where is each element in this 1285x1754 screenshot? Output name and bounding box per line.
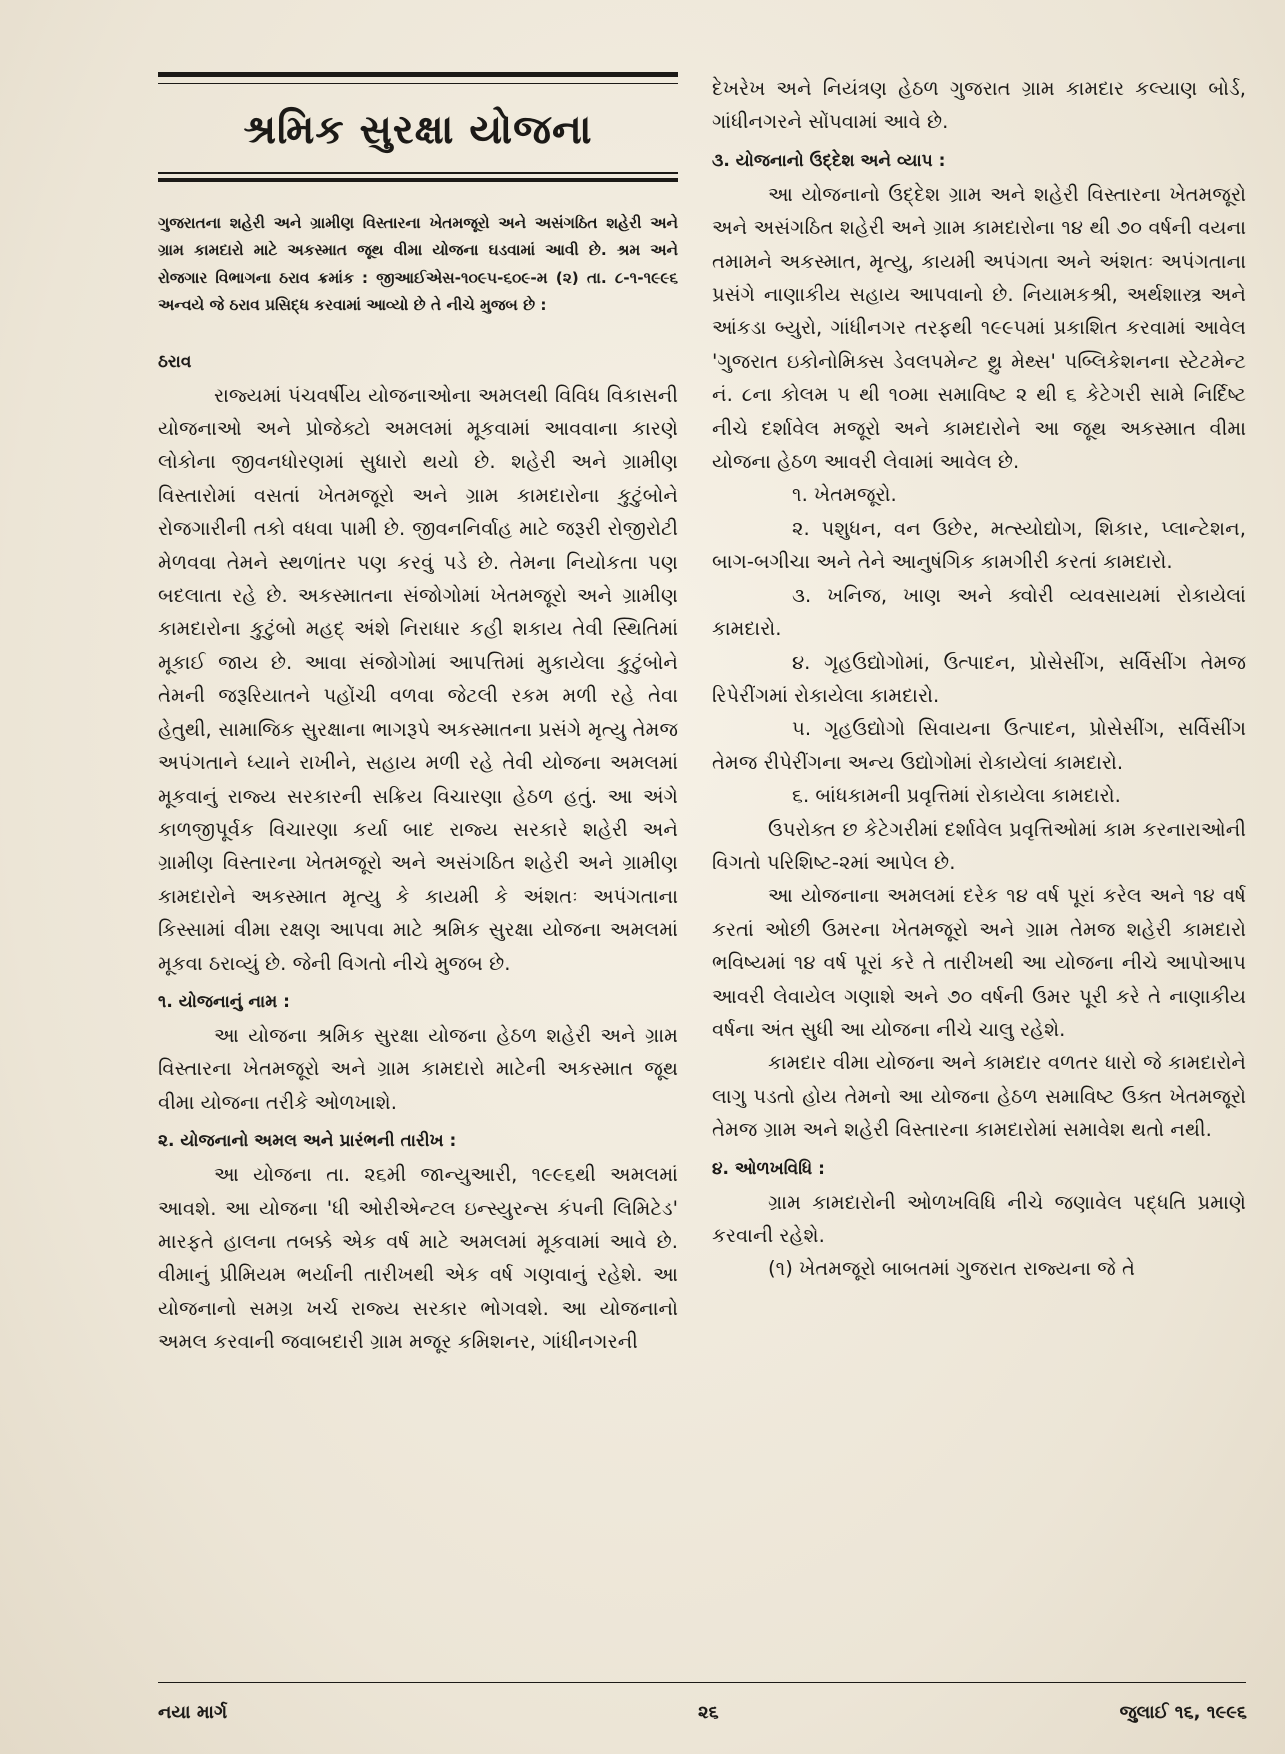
- section4-heading: ૪. ઓળખવિધિ :: [712, 1158, 825, 1179]
- category-item: ૩. ખનિજ, ખાણ અને ક્વોરી વ્યવસાયમાં રોકાયેલાં કામદારો.: [712, 583, 1246, 641]
- section4-item: (૧) ખેતમજૂરો બાબતમાં ગુજરાત રાજ્યના જે તે: [768, 1257, 1136, 1281]
- resolution-heading: ઠરાવ: [158, 351, 192, 372]
- issue-date: જુલાઈ ૧૬, ૧૯૯૬: [1119, 1702, 1247, 1723]
- right-column: [712, 72, 1246, 1286]
- section2-heading: ૨. યોજનાનો અમલ અને પ્રારંભની તારીખ :: [158, 1131, 457, 1152]
- left-column: [158, 72, 678, 1359]
- category-item: ૨. પશુધન, વન ઉછેર, મત્સ્યોદ્યોગ, શિકાર, પ્લાન્ટેશન, બાગ-બગીચા અને તેને આનુષંગિક કામગીરી કરતાં કામદારો.: [712, 516, 1246, 574]
- section4-text: ગ્રામ કામદારોની ઓળખવિધિ નીચે જણાવેલ પદ્ધતિ પ્રમાણે કરવાની રહેશે.: [712, 1190, 1246, 1247]
- title-box: [158, 72, 678, 182]
- category-item: ૬. બાંધકામની પ્રવૃત્તિમાં રોકાયેલા કામદારો.: [792, 784, 1121, 808]
- intro-text: ગુજરાતના શહેરી અને ગ્રામીણ વિસ્તારના ખેતમજૂરો અને અસંગઠિત શહેરી અને ગ્રામ કામદારો માટે અકસ્માત જૂથ વીમા યોજના ઘડવામાં આવી છે. શ્રમ અને રોજગાર વિભાગના ઠરાવ ક્રમાંક : જીઆઈએસ-૧૦૯૫-૬૦૯-મ (૨) તા. ૮-૧-૧૯૯૬ અન્વયે જે ઠરાવ પ્રસિદ્ધ કરવામાં આવ્યો છે તે નીચે મુજબ છે :: [158, 214, 678, 315]
- section2-continuation: દેખરેખ અને નિયંત્રણ હેઠળ ગુજરાત ગ્રામ કામદાર કલ્યાણ બોર્ડ, ગાંધીનગરને સોંપવામાં આવે છે.: [712, 77, 1246, 134]
- article-title: શ્રમિક સુરક્ષા યોજના: [243, 107, 593, 153]
- section3-text: આ યોજનાનો ઉદ્દેશ ગ્રામ અને શહેરી વિસ્તારના ખેતમજૂરો અને અસંગઠિત શહેરી અને ગ્રામ કામદારોના ૧૪ થી ૭૦ વર્ષની વયના તમામને અકસ્માત, મૃત્યુ, કાયમી અપંગતા અને અંશતઃ અપંગતાના પ્રસંગે નાણાકીય સહાય આપવાનો છે. નિયામકશ્રી, અર્થશાસ્ત્ર અને આંકડા બ્યુરો, ગાંધીનગર તરફથી ૧૯૯૫માં પ્રકાશિત કરવામાં આવેલ 'ગુજરાત ઇકોનોમિક્સ ડેવલપમેન્ટ થ્રુ મેથ્સ' પબ્લિકેશનના સ્ટેટમેન્ટ નં. ૮ના કોલમ ૫ થી ૧૦મા સમાવિષ્ટ ૨ થી ૬ કેટેગરી સામે નિર્દિષ્ટ નીચે દર્શાવેલ મજૂરો અને કામદારોને આ જૂથ અકસ્માત વીમા યોજના હેઠળ આવરી લેવામાં આવેલ છે.: [712, 182, 1246, 474]
- publication-name: નયા માર્ગ: [158, 1702, 228, 1723]
- category-item: ૧. ખેતમજૂરો.: [792, 483, 897, 507]
- section1-text: આ યોજના શ્રમિક સુરક્ષા યોજના હેઠળ શહેરી અને ગ્રામ વિસ્તારના ખેતમજૂરો અને ગ્રામ કામદારો માટેની અકસ્માત જૂથ વીમા યોજના તરીકે ઓળખાશે.: [158, 1023, 678, 1114]
- categories-detail-text: ઉપરોક્ત છ કેટેગરીમાં દર્શાવેલ પ્રવૃત્તિઓમાં કામ કરનારાઓની વિગતો પરિશિષ્ટ-૨માં આપેલ છે.: [712, 817, 1246, 874]
- page-number: ૨૬: [698, 1702, 719, 1723]
- section3-heading: ૩. યોજનાનો ઉદ્દેશ અને વ્યાપ :: [712, 150, 946, 171]
- section2-text: આ યોજના તા. ૨૬મી જાન્યુઆરી, ૧૯૯૬થી અમલમાં આવશે. આ યોજના 'ધી ઓરીએન્ટલ ઇન્સ્યુરન્સ કંપની લિમિટેડ' મારફતે હાલના તબક્કે એક વર્ષ માટે અમલમાં મૂકવામાં આવે છે. વીમાનું પ્રીમિયમ ભર્યાની તારીખથી એક વર્ષ ગણવાનું રહેશે. આ યોજનાનો સમગ્ર ખર્ચ રાજ્ય સરકાર ભોગવશે. આ યોજનાનો અમલ કરવાની જવાબદારી ગ્રામ મજૂર કમિશનર, ગાંધીનગરની: [158, 1163, 678, 1354]
- resolution-text: રાજ્યમાં પંચવર્ષીય યોજનાઓના અમલથી વિવિધ વિકાસની યોજનાઓ અને પ્રોજેક્ટો અમલમાં મૂકવામાં આવવાના કારણે લોકોના જીવનધોરણમાં સુધારો થયો છે. શહેરી અને ગ્રામીણ વિસ્તારોમાં વસતાં ખેતમજૂરો અને ગ્રામ કામદારોના કુટુંબોને રોજગારીની તકો વધવા પામી છે. જીવનનિર્વાહ માટે જરૂરી રોજીરોટી મેળવવા તેમને સ્થળાંતર પણ કરવું પડે છે. તેમના નિયોકતા પણ બદલાતા રહે છે. અકસ્માતના સંજોગોમાં ખેતમજૂરો અને ગ્રામીણ કામદારોના કુટુંબો મહદ્ અંશે નિરાધાર કહી શકાય તેવી સ્થિતિમાં મૂકાઈ જાય છે. આવા સંજોગોમાં આપત્તિમાં મુકાયેલા કુટુંબોને તેમની જરૂરિયાતને પહોંચી વળવા જેટલી રકમ મળી રહે તેવા હેતુથી, સામાજિક સુરક્ષાના ભાગરૂપે અકસ્માતના પ્રસંગે મૃત્યુ તેમજ અપંગતાને ધ્યાને રાખીને, સહાય મળી રહે તેવી યોજના અમલમાં મૂકવાનું રાજ્ય સરકારની સક્રિય વિચારણા હેઠળ હતું. આ અંગે કાળજીપૂર્વક વિચારણા કર્યા બાદ રાજ્ય સરકારે શહેરી અને ગ્રામીણ વિસ્તારના ખેતમજૂરો અને અસંગઠિત શહેરી અને ગ્રામીણ કામદારોને અકસ્માત મૃત્યુ કે કાયમી કે અંશતઃ અપંગતાના કિસ્સામાં વીમા રક્ષણ આપવા માટે શ્રમિક સુરક્ષા યોજના અમલમાં મૂકવા ઠરાવ્યું છે. જેની વિગતો નીચે મુજબ છે.: [158, 383, 678, 975]
- category-item: ૪. ગૃહઉદ્યોગોમાં, ઉત્પાદન, પ્રોસેસીંગ, સર્વિસીંગ તેમજ રિપેરીંગમાં રોકાયેલા કામદારો.: [712, 650, 1246, 707]
- footer-rule: [158, 1682, 1246, 1683]
- section1-heading: ૧. યોજનાનું નામ :: [158, 991, 290, 1012]
- exclusion-text: કામદાર વીમા યોજના અને કામદાર વળતર ધારો જે કામદારોને લાગુ પડતો હોય તેમનો આ યોજના હેઠળ સમાવિષ્ટ ઉક્ત ખેતમજૂરો તેમજ ગ્રામ અને શહેરી વિસ્તારના કામદારોમાં સમાવેશ થતો નથી.: [712, 1051, 1246, 1142]
- age-coverage-text: આ યોજનાના અમલમાં દરેક ૧૪ વર્ષ પૂરાં કરેલ અને ૧૪ વર્ષ કરતાં ઓછી ઉમરના ખેતમજૂરો અને ગ્રામ તેમજ શહેરી કામદારો ભવિષ્યમાં ૧૪ વર્ષ પૂરાં કરે તે તારીખથી આ યોજના નીચે આપોઆપ આવરી લેવાયેલ ગણાશે અને ૭૦ વર્ષની ઉમર પૂરી કરે તે નાણાકીય વર્ષના અંત સુધી આ યોજના નીચે ચાલુ રહેશે.: [712, 884, 1246, 1041]
- category-item: ૫. ગૃહઉદ્યોગો સિવાયના ઉત્પાદન, પ્રોસેસીંગ, સર્વિસીંગ તેમજ રીપેરીંગના અન્ય ઉદ્યોગોમાં રોકાયેલાં કામદારો.: [712, 717, 1246, 774]
